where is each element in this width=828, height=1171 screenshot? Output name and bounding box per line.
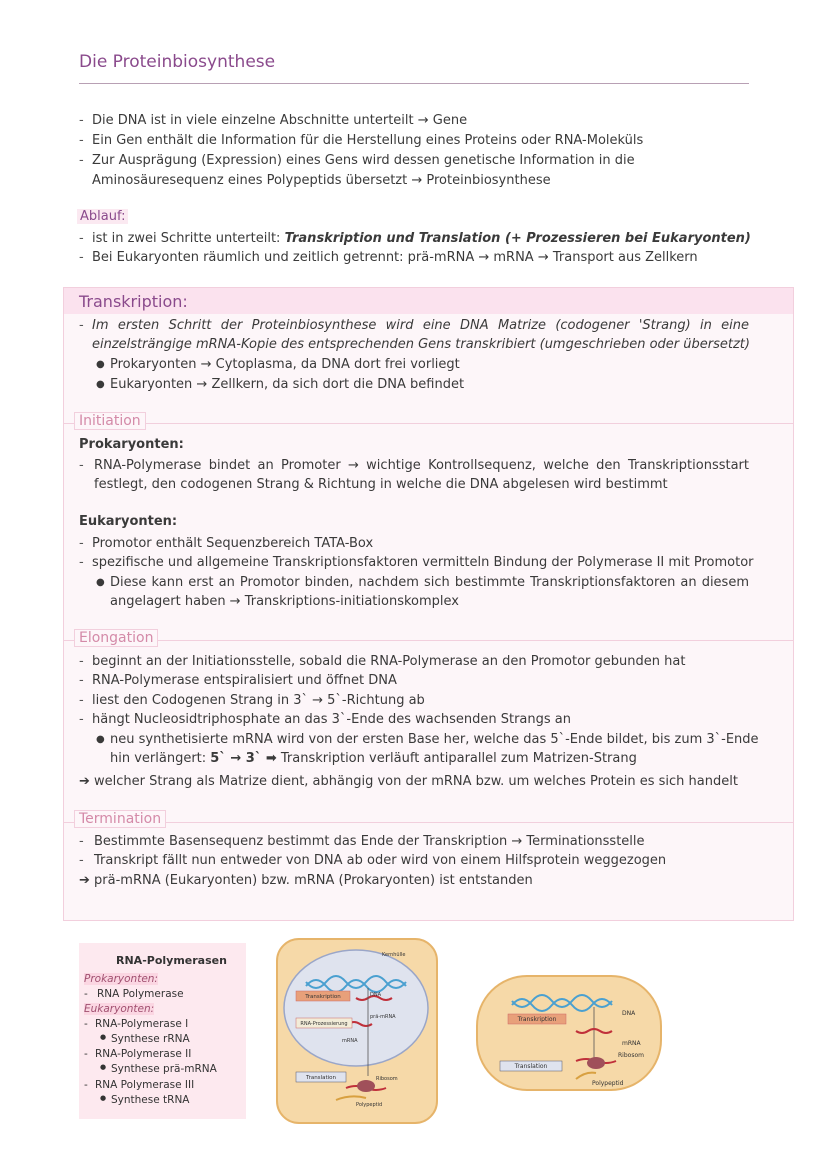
initiation-prok-b: festlegt, den codogenen Strang & Richtung in welche die DNA abgelesen wird bestimmt <box>94 477 668 492</box>
bullet: ● <box>100 1033 107 1041</box>
initiation-euk-1: Promotor enthält Sequenzbereich TATA-Box <box>92 536 374 551</box>
dash: - <box>84 988 88 1000</box>
elongation-5b-rest: Transkription verläuft antiparallel zum Matrizen-Strang <box>276 751 637 766</box>
elongation-line-2: RNA-Polymerase entspiralisiert und öffnet DNA <box>92 673 397 688</box>
dash: - <box>79 250 84 265</box>
elongation-5b-text: hin verlängert: <box>110 751 211 766</box>
euk-transkription-text: Transkription <box>305 994 341 1000</box>
transkription-para-b: einzelsträngige mRNA-Kopie des entsprechenden Gens transkribiert (umgeschrieben oder übersetzt) <box>92 337 750 352</box>
rp-pol-3: RNA Polymerase III <box>95 1079 195 1091</box>
dash: - <box>79 153 84 168</box>
rna-polymerase-box <box>79 943 246 1119</box>
page-title: Die Proteinbiosynthese <box>79 52 276 72</box>
dash: - <box>79 654 84 669</box>
ablauf-line-2: Bei Eukaryonten räumlich und zeitlich getrennt: prä-mRNA → mRNA → Transport aus Zellkern <box>92 250 698 265</box>
dash: - <box>79 231 84 246</box>
euk-dna-text: DNA <box>370 992 382 998</box>
elongation-label: Elongation <box>74 629 158 647</box>
initiation-euk-head: Eukaryonten: <box>79 514 178 529</box>
euk-kernhuelle-text: Kernhülle <box>382 952 406 958</box>
prok-translation-text: Translation <box>514 1063 548 1070</box>
dash: - <box>79 693 84 708</box>
euk-polypeptid-text: Polypeptid <box>356 1102 383 1108</box>
rp-euk-label: Eukaryonten: <box>84 1003 155 1015</box>
initiation-euk-3b: angelagert haben → Transkriptions-initiationskomplex <box>110 594 459 609</box>
elongation-direction: 5` → 3` ➡ <box>210 751 277 766</box>
transkription-title: Transkription: <box>79 292 188 311</box>
elongation-conclusion: ➔ welcher Strang als Matrize dient, abhängig von der mRNA bzw. um welches Protein es sich handelt <box>79 774 738 789</box>
ablauf-line-1-text: ist in zwei Schritte unterteilt: <box>92 231 285 246</box>
bullet: ● <box>96 734 105 745</box>
dash: - <box>79 318 84 333</box>
rp-prok-label: Prokaryonten: <box>84 973 158 985</box>
rp-pol-3-synth: Synthese tRNA <box>111 1094 190 1106</box>
transkription-bullet-2: Eukaryonten → Zellkern, da sich dort die DNA befindet <box>110 377 465 392</box>
rp-pol-1: RNA-Polymerase I <box>95 1018 189 1030</box>
dash: - <box>79 113 84 128</box>
dash: - <box>79 834 84 849</box>
bullet: ● <box>96 379 105 390</box>
elongation-line-3: liest den Codogenen Strang in 3` → 5`-Richtung ab <box>92 693 425 708</box>
elongation-line-5a: neu synthetisierte mRNA wird von der ersten Base her, welche das 5`-Ende bildet, bis zum 3`-Ende <box>110 732 759 747</box>
dash: - <box>79 458 84 473</box>
initiation-euk-2: spezifische und allgemeine Transkriptionsfaktoren vermitteln Bindung der Polymerase II mit Promotor <box>92 555 754 570</box>
euk-ribosom-text: Ribosom <box>376 1076 398 1082</box>
dash: - <box>79 133 84 148</box>
transkription-para-a: Im ersten Schritt der Proteinbiosynthese wird eine DNA Matrize (codogener 'Strang) in eine <box>92 318 749 333</box>
intro-line: Aminosäuresequenz eines Polypeptids übersetzt → Proteinbiosynthese <box>92 173 551 188</box>
transkription-bullet-1: Prokaryonten → Cytoplasma, da DNA dort frei vorliegt <box>110 357 460 372</box>
prokaryote-diagram <box>476 975 662 1091</box>
dash: - <box>79 853 84 868</box>
elongation-line-1: beginnt an der Initiationsstelle, sobald die RNA-Polymerase an den Promotor gebunden hat <box>92 654 686 669</box>
intro-line: Die DNA ist in viele einzelne Abschnitte unterteilt → Gene <box>92 113 468 128</box>
ribosome <box>357 1080 375 1092</box>
bullet: ● <box>96 359 105 370</box>
initiation-label: Initiation <box>74 412 146 430</box>
termination-conclusion: ➔ prä-mRNA (Eukaryonten) bzw. mRNA (Prokaryonten) ist entstanden <box>79 873 533 888</box>
intro-line: Zur Ausprägung (Expression) eines Gens wird dessen genetische Information in die <box>92 153 635 168</box>
bullet: ● <box>100 1063 107 1071</box>
prok-transkription-text: Transkription <box>517 1016 557 1023</box>
termination-rule <box>64 822 793 823</box>
dash: - <box>79 712 84 727</box>
cell-membrane <box>477 976 661 1090</box>
prok-mrna-text: mRNA <box>622 1040 641 1047</box>
elongation-line-4: hängt Nucleosidtriphosphate an das 3`-Ende des wachsenden Strangs an <box>92 712 571 727</box>
eukaryote-diagram <box>276 938 438 1124</box>
euk-mrna-text: mRNA <box>342 1038 358 1044</box>
termination-line-2: Transkript fällt nun entweder von DNA ab oder wird von einem Hilfsprotein weggezogen <box>94 853 667 868</box>
initiation-euk-3a: Diese kann erst an Promotor binden, nachdem sich bestimmte Transkriptionsfaktoren an diesem <box>110 575 749 590</box>
prok-dna-text: DNA <box>622 1010 636 1017</box>
title-divider <box>79 83 749 84</box>
ablauf-label: Ablauf: <box>77 209 128 224</box>
prok-polypeptid-text: Polypeptid <box>592 1080 624 1087</box>
dash: - <box>79 536 84 551</box>
termination-label: Termination <box>74 810 166 828</box>
bullet: ● <box>96 577 105 588</box>
initiation-rule <box>64 423 793 424</box>
elongation-rule <box>64 640 793 641</box>
dash: - <box>79 673 84 688</box>
rp-pol-1-synth: Synthese rRNA <box>111 1033 190 1045</box>
bullet: ● <box>100 1094 107 1102</box>
dash: - <box>84 1079 88 1091</box>
dash: - <box>84 1048 88 1060</box>
ribosome <box>587 1057 605 1069</box>
elongation-line-5b <box>110 749 637 768</box>
prok-ribosom-text: Ribosom <box>618 1052 644 1059</box>
rp-prok-1: RNA Polymerase <box>97 988 184 1000</box>
nucleus <box>284 950 428 1066</box>
euk-rna-proz-text: RNA-Prozessierung <box>300 1021 348 1027</box>
intro-line: Ein Gen enthält die Information für die Herstellung eines Proteins oder RNA-Moleküls <box>92 133 644 148</box>
initiation-prok-head: Prokaryonten: <box>79 437 184 452</box>
rp-pol-2-synth: Synthese prä-mRNA <box>111 1063 217 1075</box>
euk-pra-mrna-text: prä-mRNA <box>370 1014 396 1020</box>
termination-line-1: Bestimmte Basensequenz bestimmt das Ende der Transkription → Terminationsstelle <box>94 834 645 849</box>
euk-translation-text: Translation <box>306 1075 336 1081</box>
dash: - <box>84 1018 88 1030</box>
ablauf-emphasis: Transkription und Translation (+ Prozessieren bei Eukaryonten) <box>284 231 751 246</box>
rna-polymerase-title: RNA-Polymerasen <box>116 954 227 967</box>
rp-pol-2: RNA-Polymerase II <box>95 1048 192 1060</box>
initiation-prok-a: RNA-Polymerase bindet an Promoter → wichtige Kontrollsequenz, welche den Transkriptionsstart <box>94 458 749 473</box>
ablauf-line-1 <box>92 229 751 248</box>
dash: - <box>79 555 84 570</box>
